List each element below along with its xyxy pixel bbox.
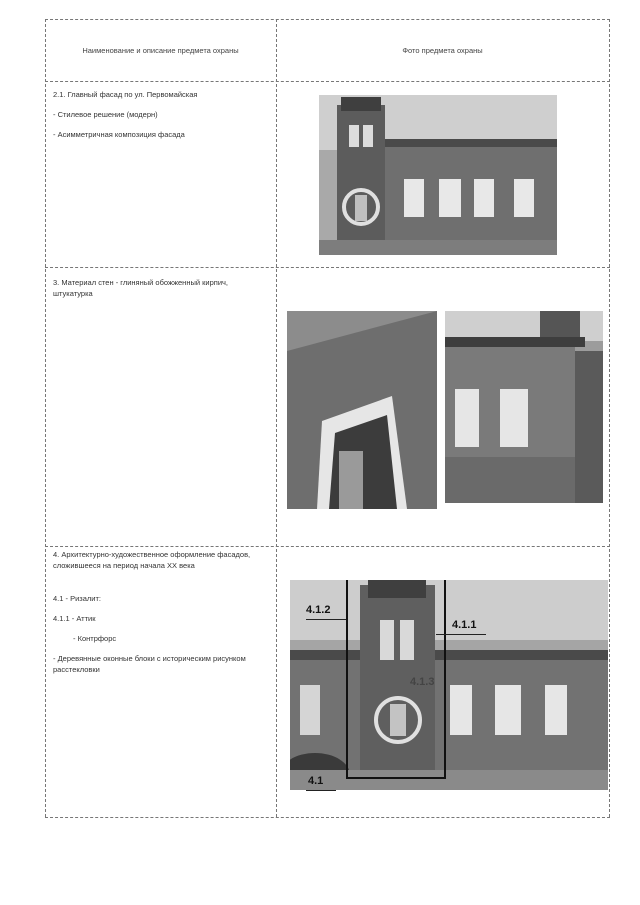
header-description: Наименование и описание предмета охраны	[82, 45, 239, 55]
table-border-left	[45, 19, 46, 817]
table-header-divider	[45, 81, 610, 82]
annotation-leader-4-1	[306, 790, 336, 791]
row-1-line-1: 2.1. Главный фасад по ул. Первомайская	[53, 90, 198, 99]
row-2-description	[53, 277, 258, 308]
annotation-leader-4-1-2	[306, 619, 346, 620]
annotation-leader-4-1-1	[436, 634, 486, 635]
table-border-right	[609, 19, 610, 817]
table-column-divider	[276, 19, 277, 817]
annotation-4-1-2: 4.1.2	[306, 604, 331, 616]
row-3-line-2: 4.1 - Ризалит:	[53, 594, 101, 603]
facade-photo	[319, 95, 557, 255]
row-1-description	[53, 89, 273, 149]
header-photo: Фото предмета охраны	[402, 45, 483, 55]
row-3-line-3: 4.1.1 - Аттик	[53, 614, 96, 623]
risalit-photo	[290, 580, 608, 790]
plaster-facade-photo	[445, 311, 603, 503]
row-1-line-3: - Асимметричная композиция фасада	[53, 130, 185, 139]
row-3-description	[53, 549, 253, 684]
table-border-bottom	[45, 817, 610, 818]
annotation-4-1-3: 4.1.3	[410, 676, 435, 688]
table-row-divider	[45, 546, 610, 547]
brickwork-photo	[287, 311, 437, 509]
annotation-4-1-1: 4.1.1	[452, 619, 477, 631]
row-3-line-4: - Контрфорс	[73, 634, 117, 643]
table-row-divider	[45, 267, 610, 268]
row-3-line-1: 4. Архитектурно-художественное оформление фасадов, сложившееся на период начала XX века	[53, 550, 251, 570]
row-2-line-1: 3. Материал стен - глиняный обожженный кирпич, штукатурка	[53, 278, 229, 298]
row-3-line-5: - Деревянные оконные блоки с историческим рисунком расстекловки	[53, 654, 246, 674]
row-1-line-2: - Стилевое решение (модерн)	[53, 110, 158, 119]
annotation-4-1: 4.1	[308, 775, 324, 787]
